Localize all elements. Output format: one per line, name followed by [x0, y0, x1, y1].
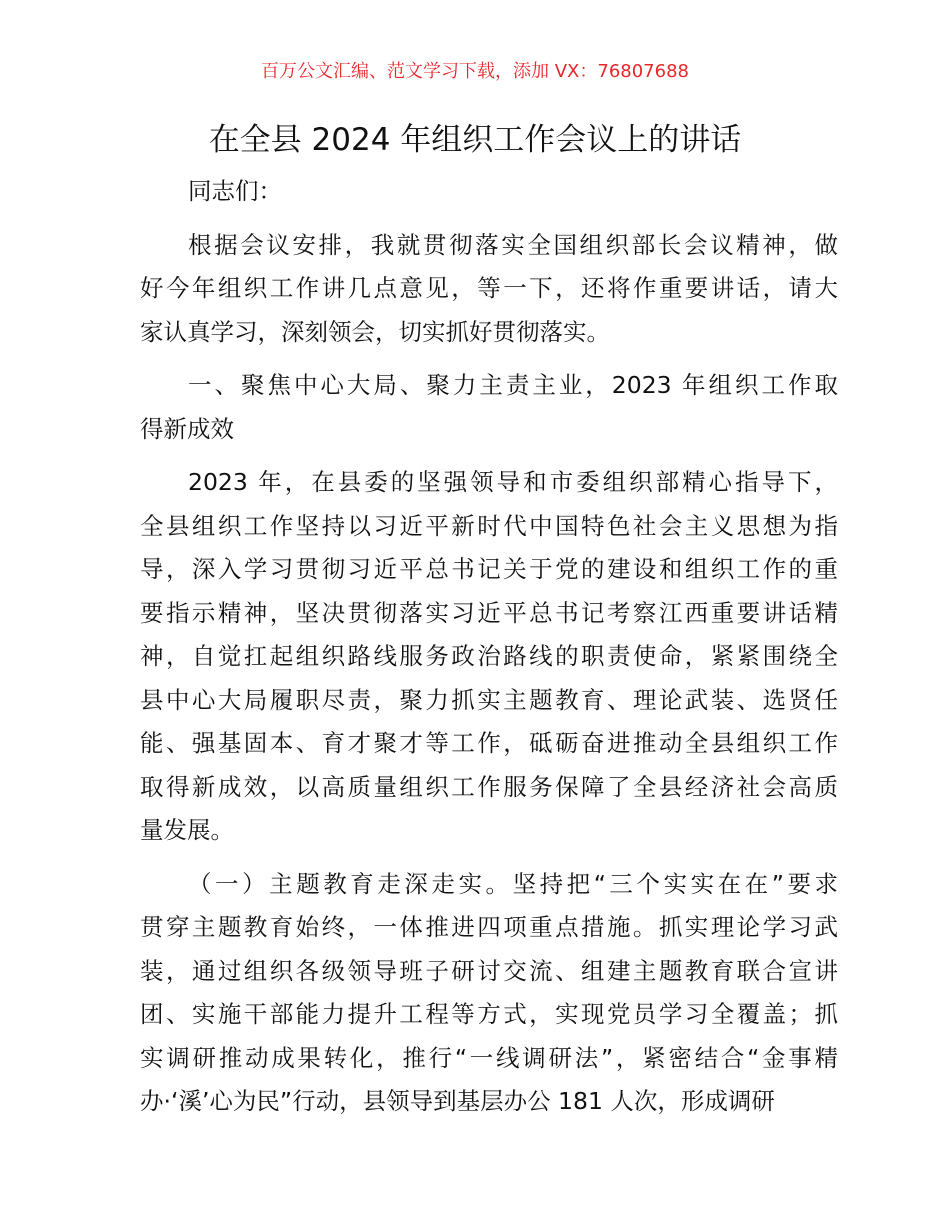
text-line: 好今年组织工作讲几点意见，等一下，还将作重要讲话，请大 [140, 274, 838, 302]
paragraph [140, 364, 838, 451]
text-line: 团、实施干部能力提升工程等方式，实现党员学习全覆盖；抓 [140, 1000, 838, 1028]
text-line: 根据会议安排，我就贯彻落实全国组织部长会议精神，做 [188, 230, 838, 259]
text-line: 一、聚焦中心大局、聚力主责主业，2023 年组织工作取 [188, 371, 838, 399]
text-line: 取得新成效，以高质量组织工作服务保障了全县经济社会高质 [140, 772, 838, 801]
document-title: 在全县 2024 年组织工作会议上的讲话 [208, 122, 742, 158]
text-line: 量发展。 [140, 816, 234, 844]
text-line: 能、强基固本、育才聚才等工作，砥砺奋进推动全县组织工作 [140, 729, 838, 757]
text-line: 导，深入学习贯彻习近平总书记关于党的建设和组织工作的重 [140, 555, 838, 583]
text-line: 要指示精神，坚决贯彻落实习近平总书记考察江西重要讲话精 [140, 598, 838, 627]
salutation [140, 170, 838, 214]
document-body [140, 170, 838, 1134]
paragraph [140, 461, 838, 853]
text-line: 县中心大局履职尽责，聚力抓实主题教育、理论武装、选贤任 [140, 685, 838, 714]
text-line: 同志们： [188, 177, 282, 205]
text-line: 家认真学习，深刻领会，切实抓好贯彻落实。 [140, 317, 610, 346]
text-line: 实调研推动成果转化，推行“一线调研法”，紧密结合“金事精 [140, 1043, 838, 1072]
text-line: 2023 年，在县委的坚强领导和市委组织部精心指导下， [188, 468, 838, 496]
paragraph [140, 224, 838, 355]
watermark-header: 百万公文汇编、范文学习下载，添加 VX：76807688 [261, 61, 689, 82]
paragraph [140, 863, 838, 1124]
text-line: 全县组织工作坚持以习近平新时代中国特色社会主义思想为指 [140, 511, 838, 540]
text-line: （一）主题教育走深走实。坚持把“三个实实在在”要求 [188, 869, 838, 898]
text-line: 装，通过组织各级领导班子研讨交流、组建主题教育联合宣讲 [140, 956, 838, 985]
text-line: 办·‘溪’心为民”行动，县领导到基层办公 181 人次，形成调研 [140, 1087, 775, 1115]
text-line: 贯穿主题教育始终，一体推进四项重点措施。抓实理论学习武 [140, 913, 838, 941]
text-line: 得新成效 [140, 414, 234, 443]
text-line: 神，自觉扛起组织路线服务政治路线的职责使命，紧紧围绕全 [140, 642, 838, 670]
